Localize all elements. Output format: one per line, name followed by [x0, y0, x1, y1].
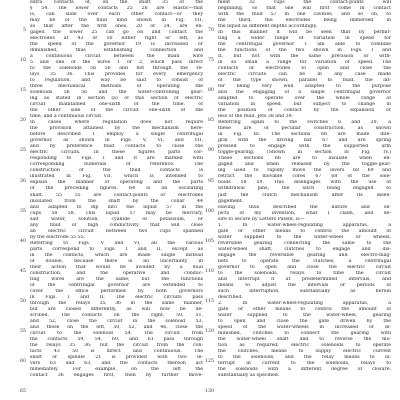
right-text-column	[218, 0, 391, 379]
text-line: Referring to Figs. V and VI, all the various	[30, 240, 203, 246]
text-line: of the centrifugal governor are extended to	[30, 282, 203, 288]
text-line: adapted to operate over the whole range of	[218, 96, 391, 102]
text-line: is, can slide over each other contact—or they	[30, 12, 203, 18]
text-line: and 52, close the circuit in the solenoid 53,	[30, 318, 203, 324]
left-text-column	[30, 0, 203, 379]
text-line: may be of the fluid kind shown in Fig. VII,	[30, 18, 203, 24]
text-line: responding to Figs. I and II are marked with	[30, 156, 203, 162]
text-line: cups 58 58. This liquid 57 may be mercury,	[30, 210, 203, 216]
text-line: ter being very well adapted to the purpose	[218, 84, 391, 90]
text-line: corresponding numerals of reference. The	[30, 162, 203, 168]
text-line: noids 58 59. This disengages with the use of	[218, 180, 391, 186]
text-line: and those on the left, 50, 52, and 46, close the	[30, 324, 203, 330]
text-line: of double, because there is no uncertainty in	[30, 258, 203, 264]
text-line: gate or other means to control the amount of	[218, 306, 391, 312]
line-number: 115	[205, 298, 214, 304]
text-line: ing used to rapidly move the levers 68 69 and	[218, 168, 391, 174]
text-line: governor to open and close the electric circuit	[218, 264, 391, 270]
text-line: to the solenoids, relays to time the circuit	[218, 270, 391, 276]
text-line: toggle-gearing. (Shown in section in Fig. IV.)	[218, 150, 391, 156]
text-line: the relays 35 36; but the circuit from the con-	[30, 342, 203, 348]
text-line: of the preceding figures. 64 is an oscillating	[30, 186, 203, 192]
line-number: 45	[20, 268, 26, 274]
text-line: gaged the lower 25 can go on and contact the	[30, 30, 203, 36]
text-line: II, but not with the same precision or with-	[218, 54, 391, 60]
line-number: 95	[208, 178, 214, 184]
text-line: engage the reversible gearing and electro-mag-	[218, 252, 391, 258]
text-line: tion as required, electric solenoids to operate	[218, 342, 391, 348]
text-line: 2. In water-wheel-regulating apparatus, a	[218, 300, 391, 306]
text-line: tacts 43 50 is direct and continuous. The	[30, 348, 203, 354]
line-number: 110	[205, 268, 214, 274]
line-number: 70	[208, 28, 214, 33]
text-line: gate or other means to control the amount of	[218, 228, 391, 234]
text-line: their action that would be avoided by a dual	[30, 264, 203, 270]
line-number: 120	[205, 329, 214, 334]
text-line: governor, as shown in Figs. V, VI, and VII,	[30, 138, 203, 144]
text-line: the centrifugal governor I am able to combine	[218, 42, 391, 48]
text-line: 5 and one of the wires 1 or 2, which pass direct	[30, 60, 203, 66]
text-line: and by preference fluid contacts to close the	[30, 144, 203, 150]
text-line: reversible gearing connecting the same to the	[218, 240, 391, 246]
text-line: these are of peculiar construction, as shown	[218, 126, 391, 132]
text-line: variation in speed, but subject to change in	[218, 102, 391, 108]
line-number: 30	[20, 178, 26, 184]
text-line: gaged and when released by the toggle-gear-	[218, 162, 391, 168]
text-line: circuit to the solenoid 54. The circuit from	[30, 330, 203, 336]
text-line: so that after the first ones, 20 or 24, are en-	[30, 24, 203, 30]
text-line: the third, the electrodes being immersed in	[218, 18, 391, 24]
text-line: with the fluid 57 in one cavities, and so on, to	[218, 12, 391, 18]
line-number: 125	[205, 359, 214, 365]
line-number: 100	[205, 208, 214, 214]
line-number: 60	[20, 359, 26, 365]
line-number: 75	[208, 58, 214, 64]
text-line: ment 32 cups the contact-points will	[218, 0, 391, 5]
text-line: ting wires are the same; but the functions	[30, 276, 203, 282]
text-line: to open and close the gate driven by the	[218, 318, 391, 324]
text-line: before described I employ a single centrifugal	[30, 132, 203, 138]
text-line: 1. In water-wheel-regulating apparatus, a	[218, 222, 391, 228]
text-line: withdrawal pins, the latch being engaged to	[218, 186, 391, 192]
line-number: 20	[20, 118, 26, 124]
text-line: water supplied to the water-wheel, gearing	[218, 312, 391, 318]
line-number: 15	[20, 88, 26, 94]
line-number: 80	[208, 88, 214, 94]
text-line: the water-wheel shaft and to reverse the mo-	[218, 336, 391, 342]
text-line: means to adjust the intervals or periods of	[218, 282, 391, 288]
text-line: In this manner it will be seen that by permit-	[218, 30, 391, 36]
text-line: cover the office performed by both governors	[30, 288, 203, 294]
text-line: Referring again to the switches 6 and 20, a	[218, 120, 391, 126]
text-line: insulated from the shaft by the collar 44	[30, 198, 203, 204]
text-line: In cases where regulation does not require	[30, 120, 203, 126]
text-line: These sections 66 are to insulate when en-	[218, 156, 391, 162]
text-line: through the relays 35 36 in the same manner,	[30, 300, 203, 306]
text-line: contacts or electrodes to open and close the	[218, 66, 391, 72]
line-number: 85	[208, 118, 214, 124]
line-number: 90	[208, 148, 214, 154]
text-line: the speed of the governor 19 is increased or	[30, 42, 203, 48]
text-line: the contacts 59, 54, 60, and 61 pass through	[30, 336, 203, 342]
text-line: sire to secure by Letters Patent, is—	[218, 216, 305, 222]
text-line: electric circuits can be in any case made	[218, 72, 391, 78]
text-line: a continuous circuit between the main wire	[30, 54, 203, 60]
text-line: an electric circuit between two cups spanned	[30, 228, 203, 234]
text-line: scribed. The contacts on the right, 50, 51,	[30, 312, 203, 318]
line-number: 55	[20, 329, 26, 334]
text-line: salt water, solution, cyanide of potassium, or	[30, 216, 203, 222]
text-line: in Figs. I and II. The electric circuits pass	[30, 294, 203, 300]
text-line: in the contacts, which are made single instead	[30, 252, 203, 258]
text-line: the other side of the circuit one-sixth of the	[30, 108, 203, 114]
text-line: the solenoids with a different degree of closure,	[218, 366, 391, 372]
text-line: to the solenoids, and the relay means to in-	[218, 354, 391, 360]
text-line: ting a wider range of variation in speed for	[218, 36, 391, 42]
line-number: 25	[20, 148, 26, 154]
line-number: 50	[20, 298, 26, 304]
text-line: solenoids 56 56 and the water-controlling gear-	[30, 90, 203, 96]
text-line: terrupt in current to the solenoids, relays to	[218, 360, 391, 366]
text-line: construction, and the operative and conduc-	[30, 270, 203, 276]
text-line: § 54. The lower contacts 25 26 are elastic—that	[30, 6, 203, 12]
text-line: nets to operate the clutches, a centrifugal	[218, 258, 391, 264]
line-number: 105	[205, 238, 214, 244]
line-number: 65	[20, 389, 26, 395]
text-line: described.	[218, 294, 243, 300]
text-line: substantially as specified.	[218, 372, 280, 378]
text-line: three mechanical methods of operating the	[30, 84, 203, 90]
text-line: pressed to engage with the supported arm	[218, 144, 391, 150]
text-line: the position of contact by the expansion or	[218, 108, 391, 114]
line-number: 35	[20, 208, 26, 214]
text-line: circuit maintained one-sixth of the time, of	[30, 102, 203, 108]
text-line: gagement.	[218, 198, 244, 204]
text-line: shaft or spindle 21 is provided with two le-	[30, 354, 203, 360]
text-line: gral with the driving bar 67 and are spring	[218, 138, 391, 144]
text-line: water supplied to the water-wheel or wheels,	[218, 234, 391, 240]
text-line: construction of the fluid contacts is	[30, 168, 203, 174]
text-line: just the clutch mechanism after its disen-	[218, 192, 391, 198]
line-number: 40	[20, 238, 26, 244]
text-line: electrodes at 43 or 50 either right or left, as	[30, 36, 203, 42]
text-line: the provision attained by the mechanism here-	[30, 126, 203, 132]
text-line: the functions of the two shown in Figs. I and	[218, 48, 391, 54]
text-line: shaft. 55 55 are contact-points or electrodes	[30, 192, 203, 198]
text-line: parts correspond to Figs. I and II, except as	[30, 246, 203, 252]
text-line: minished, clutches to connect the gearing with	[218, 330, 391, 336]
text-line: explain the manner of operating and the parts	[30, 180, 203, 186]
text-line: diminished, thus establishing connection and	[30, 48, 203, 54]
text-line: and interrupt it at predetermined intervals, and	[218, 276, 391, 282]
line-number: 10	[20, 58, 26, 64]
text-line: extra contacts of, on the shaft 35 of the	[30, 0, 203, 5]
text-line: by the electrode 55 55.	[30, 234, 86, 240]
text-line: and the engaging of a single centrifugal governor	[218, 90, 391, 96]
text-line: jects of my invention, what I claim, and de-	[218, 210, 391, 216]
text-line: lays 35 36. This provides for every emergency	[30, 72, 203, 78]
text-line: contact 36 engages first, then by further move-	[30, 372, 203, 378]
text-line: retract the movable cores 67 68 of the sole-	[218, 174, 391, 180]
text-line: less of the fluid. Jets 38 and 39.	[218, 114, 294, 120]
text-line: of the type shown, parallel to fluid, the lat-	[218, 78, 391, 84]
text-line: but are closed differently, as will now be de-	[30, 306, 203, 312]
text-line: in Fig. III. The sections 66 are made inte-	[218, 132, 391, 138]
text-line: the clutches, means to supply electric current	[218, 348, 391, 354]
text-line: water-wheel shaft, clutches to engage and dis-	[218, 246, 391, 252]
text-line: the liquid as different depths accordingly.	[218, 24, 318, 30]
text-line: any fluid of high conductivity that will close	[30, 222, 203, 228]
line-number: 5	[23, 28, 26, 33]
text-line: to regulation, and way be said to consist of	[30, 78, 203, 84]
text-line: mmediately. For example, on the left the	[30, 366, 203, 372]
text-line: and adapted to dip into the liquid 57 in the	[30, 204, 203, 210]
text-line: ing as stated in section (a) of this section of electric	[30, 96, 203, 102]
text-line: in so small a range for variation of speed. The	[218, 60, 391, 66]
text-line: vers 63 and 63, and the contacts thereon act	[30, 360, 203, 366]
text-line: time, and a continuous circuit.	[30, 114, 103, 120]
text-line: speed of the water-wheels in increased or di-	[218, 324, 391, 330]
text-line: to the solenoids 56 56 and not through the re-	[30, 66, 203, 72]
text-line: beginning, so that one will first come in contact	[218, 6, 391, 12]
text-line: illustrated in Fig. VII, which is intended to	[30, 174, 203, 180]
text-line: electric circuits. In these figures parts cor-	[30, 150, 203, 156]
text-line: Having thus described the nature and ob-	[218, 204, 391, 210]
text-line: such interruption, substantially as herein	[218, 288, 391, 294]
line-number: 130	[205, 389, 214, 395]
